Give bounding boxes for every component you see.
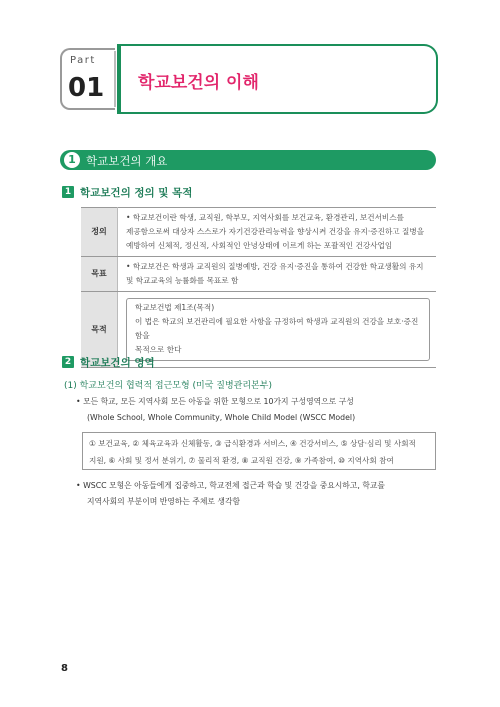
row-header: 목표 [81,257,118,292]
subheading-title: 학교보건의 영역 [80,357,155,369]
row-text: • 학교보건이란 학생, 교직원, 학부모, 지역사회를 보건교육, 환경관리, 보건서비스를 [126,213,404,222]
row-content [118,208,437,257]
row-content [118,257,437,292]
row-text: 및 학교교육의 능률화를 목표로 함 [126,276,239,285]
row-header: 목적 [81,292,118,368]
row-content [118,292,437,368]
title-accent-bar [117,44,121,114]
bullet-text: • WSCC 모형은 아동들에게 집중하고, 학교전체 접근과 학습 및 건강을 중요시하고, 학교를 [76,481,385,490]
section-number-badge: 1 [64,152,80,168]
part-divider [114,51,116,107]
bullet-text: 지역사회의 부분이며 반영하는 주체로 생각함 [87,497,241,506]
subheading-number-icon: 1 [62,186,74,198]
table-row [81,257,436,292]
law-title: 학교보건법 제1조(목적) [135,303,215,312]
components-text: 지원, ⑥ 사회 및 정서 분위기, ⑦ 물리적 환경, ⑧ 교직원 건강, ⑨ 가족참여, ⑩ 지역사회 참여 [89,456,394,465]
subsection-heading: (1) 학교보건의 협력적 접근모형 (미국 질병관리본부) [64,381,272,391]
components-text: ① 보건교육, ② 체육교육과 신체활동, ③ 급식환경과 서비스, ④ 건강서비스, ⑤ 상담·심리 및 사회적 [89,439,416,448]
subheading-title: 학교보건의 정의 및 목적 [80,187,193,199]
part-label: Part [70,55,96,66]
part-number: 01 [68,73,105,103]
section-title: 학교보건의 개요 [86,154,168,168]
part-title: 학교보건의 이해 [138,73,259,93]
table-row [81,208,436,257]
bullet-text: • 모든 학교, 모든 지역사회 모든 아동을 위한 모형으로 10가지 구성영역으로 구성 [76,397,354,406]
subheading-number-icon: 2 [62,356,74,368]
law-text: 이 법은 학교의 보건관리에 필요한 사항을 규정하여 학생과 교직원의 건강을 보호·증진함을 [135,317,419,340]
law-quote-box [126,298,430,361]
row-text: • 학교보건은 학생과 교직원의 질병예방, 건강 유지·증진을 통하여 건강한 학교생활의 유지 [126,262,424,271]
page-number: 8 [61,663,68,674]
definition-table [81,207,436,368]
row-header: 정의 [81,208,118,257]
components-box [82,432,436,470]
row-text: 제공함으로써 대상자 스스로가 자기건강관리능력을 향상시켜 건강을 유지·증진하고 질병을 [126,227,425,236]
law-text: 목적으로 한다 [135,345,182,354]
bullet-text: (Whole School, Whole Community, Whole Child Model (WSCC Model) [87,413,356,422]
row-text: 예방하여 신체적, 정신적, 사회적인 안녕상태에 이르게 하는 포괄적인 건강사업임 [126,241,393,250]
